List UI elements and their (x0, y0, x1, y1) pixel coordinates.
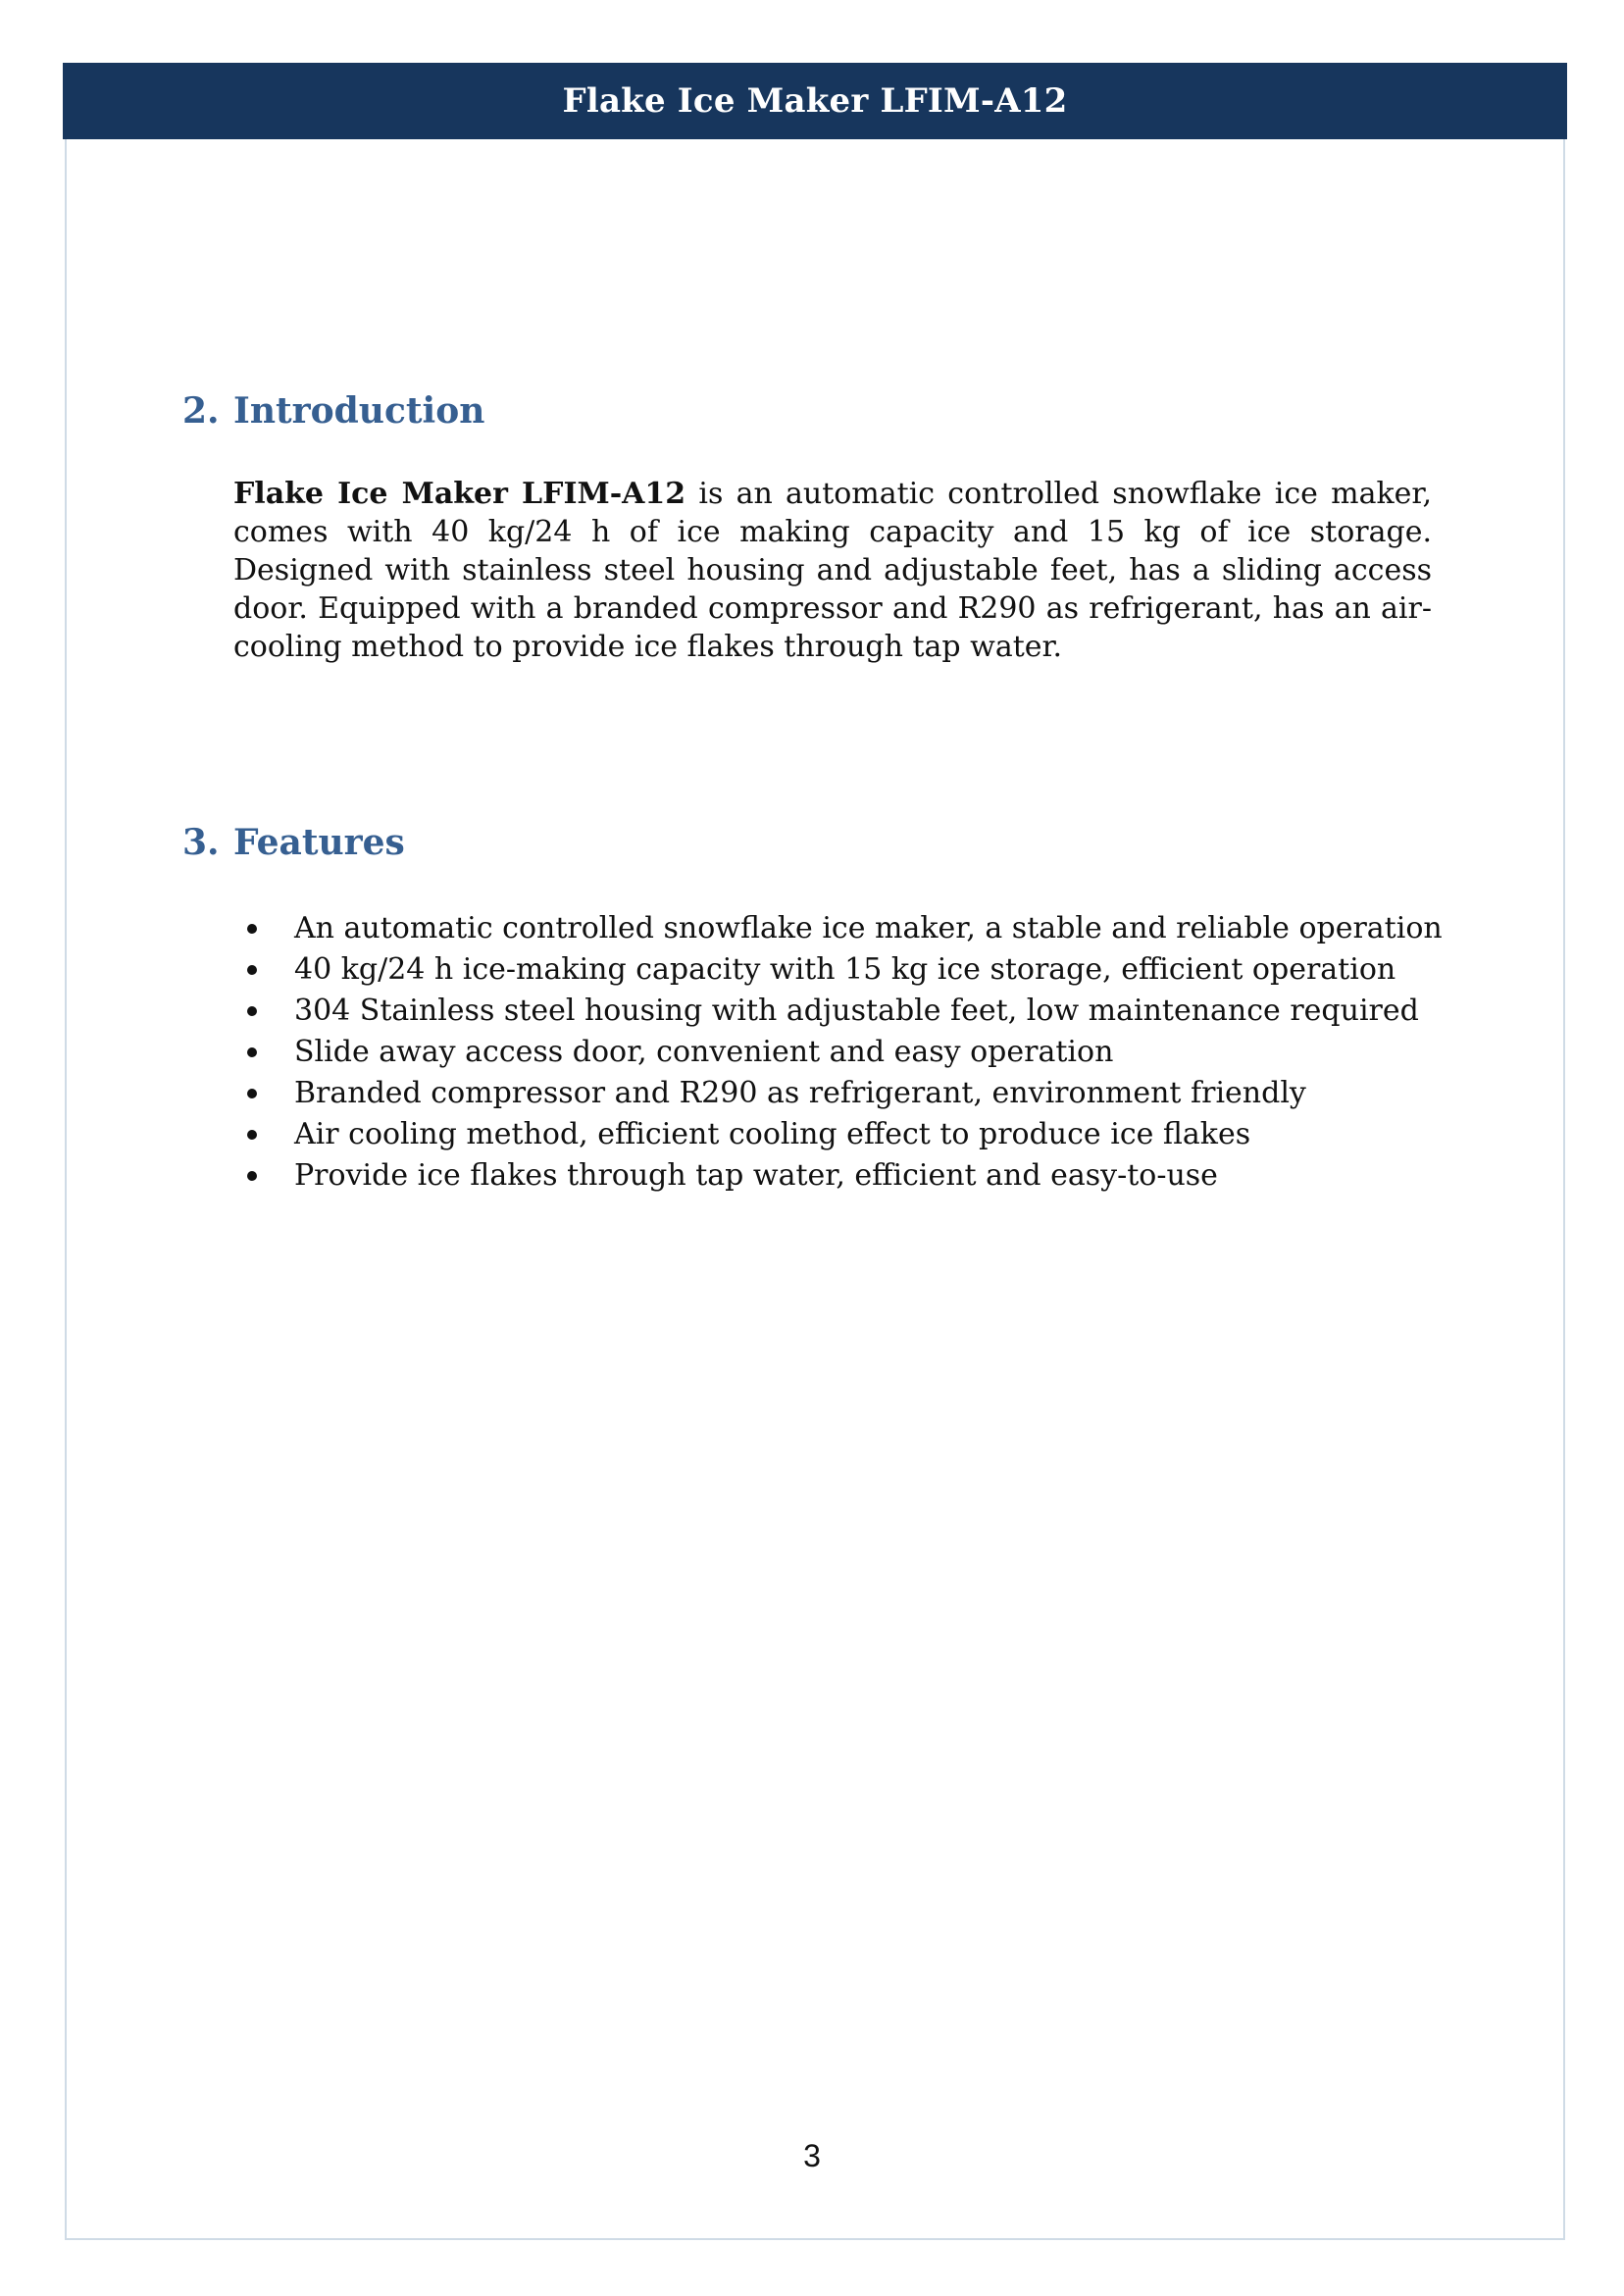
feature-item (245, 1114, 1471, 1155)
header-bar (63, 63, 1567, 139)
bullet-icon (247, 965, 257, 975)
bullet-icon (247, 1047, 257, 1057)
bullet-icon (247, 1171, 257, 1181)
introduction-heading (182, 390, 484, 432)
feature-text: Branded compressor and R290 as refrigerant, environment friendly (294, 1076, 1306, 1110)
feature-text: Slide away access door, convenient and easy operation (294, 1035, 1114, 1069)
introduction-paragraph (233, 475, 1432, 666)
feature-text: Air cooling method, efficient cooling effect to produce ice flakes (294, 1117, 1251, 1151)
features-heading (182, 822, 405, 863)
bullet-icon (247, 1130, 257, 1140)
feature-item (245, 908, 1471, 949)
features-heading-text: Features (233, 822, 405, 863)
bullet-icon (247, 1006, 257, 1016)
feature-item (245, 991, 1471, 1032)
feature-text: 40 kg/24 h ice-making capacity with 15 kg ice storage, efficient operation (294, 952, 1396, 987)
feature-item (245, 1155, 1471, 1197)
page-number: 3 (803, 2138, 821, 2173)
introduction-text: is an automatic controlled snowflake ice maker, comes with 40 kg/24 h of ice making capacity and 15 kg of ice storage. Designed with stainless steel housing and adjustable feet, has a sliding access door. Equipped with a branded compressor and R290 as refrigerant, has an air-cooling method to provide ice flakes through tap water. (233, 477, 1432, 664)
introduction-heading-number: 2. (182, 390, 220, 432)
feature-text: 304 Stainless steel housing with adjustable feet, low maintenance required (294, 994, 1419, 1028)
feature-text: Provide ice flakes through tap water, efficient and easy-to-use (294, 1158, 1218, 1193)
feature-item (245, 949, 1471, 991)
feature-text: An automatic controlled snowflake ice maker, a stable and reliable operation (294, 911, 1443, 945)
introduction-heading-text: Introduction (233, 390, 485, 432)
bullet-icon (247, 1089, 257, 1098)
bullet-icon (247, 924, 257, 934)
features-list (245, 908, 1471, 1197)
product-name: Flake Ice Maker LFIM-A12 (233, 477, 686, 511)
feature-item (245, 1032, 1471, 1073)
feature-item (245, 1073, 1471, 1114)
document-title: Flake Ice Maker LFIM-A12 (562, 81, 1068, 121)
features-heading-number: 3. (182, 822, 220, 863)
